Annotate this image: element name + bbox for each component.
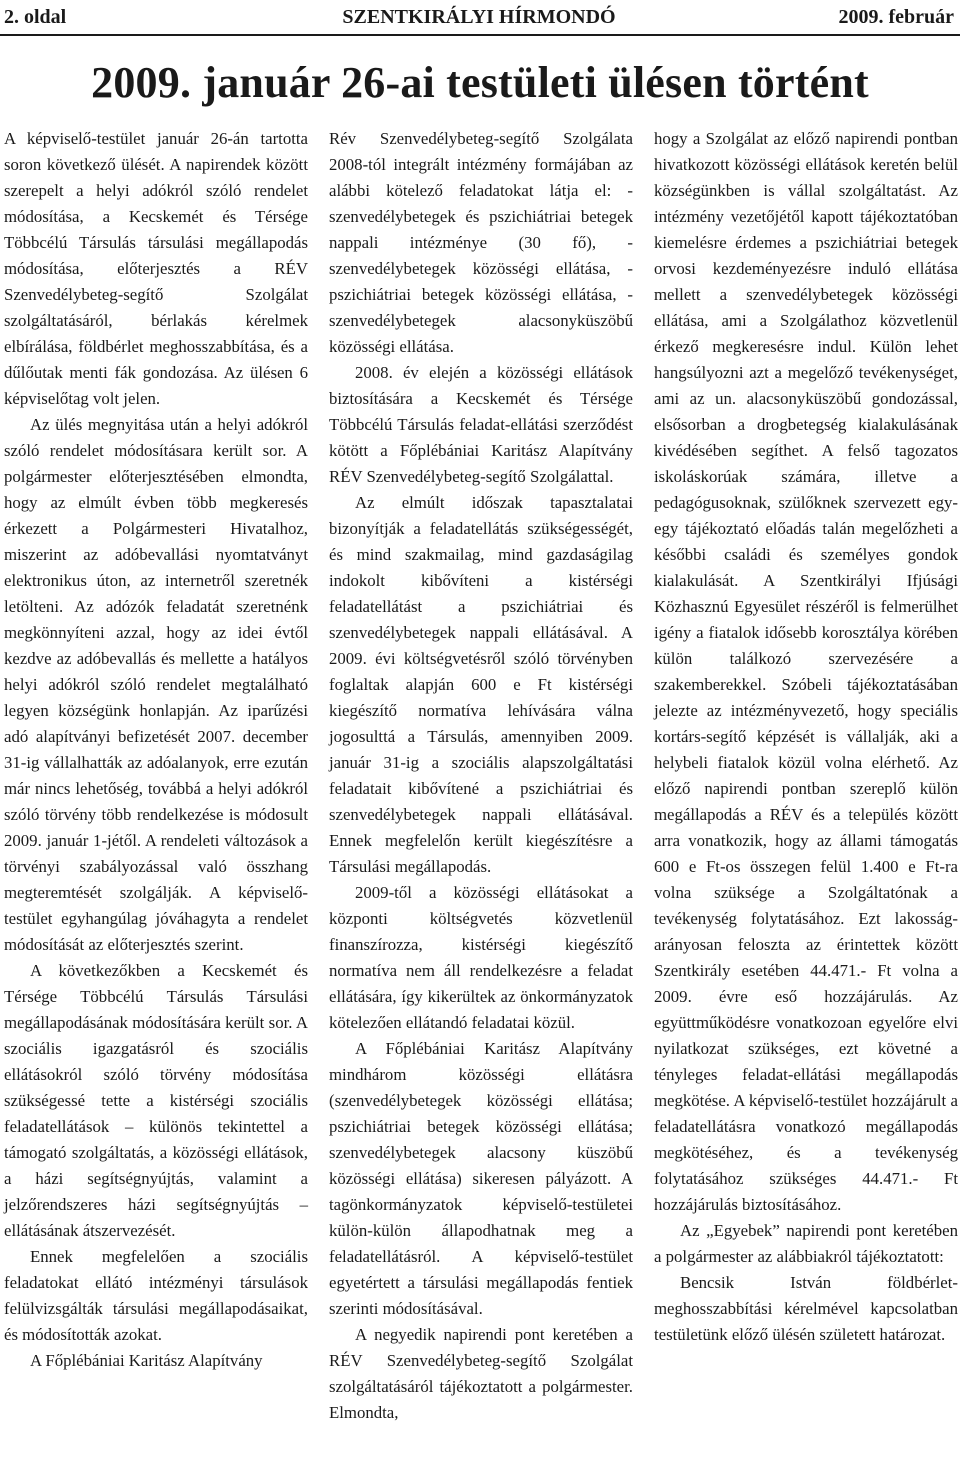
column-1 [4,126,308,1374]
paragraph: 2009-től a közösségi ellátásokat a központi költségvetés közvetlenül finanszírozza, kistérségi kiegészítő normatíva nem áll rendelkezésre a feladat ellátására, így kikerültek az önkormányzatok kötelezően ellátandó feladatai közül. [329,883,633,1032]
article-title: 2009. január 26-ai testületi ülésen történt [91,58,869,107]
paragraph: hogy a Szolgálat az előző napirendi pontban hivatkozott közösségi ellátások keretén belül községünkben is vállal szolgáltatást. Az intézmény vezetőjétől kapott tájékoztatóban kiemelésre érdemes a pszichiátriai betegek orvosi kezdeményezésre induló ellátása mellett a szenvedélybetegek közösségi ellátása, ami a Szolgálathoz közvetlenül érkező megkeresésre indul. Külön lehet hangsúlyozni azt a megelőző tevékenységet, ami az un. alacsonyküszöbű gondozással, elsősorban a drogbetegség kialakulásának kivédésében segíthet. A felső tagozatos iskoláskorúak számára, illetve a pedagógusoknak, szülőknek szervezett egy-egy tájékoztató előadás talán megelőzheti a későbbi családi és személyes gondok kialakulását. A Szentkirályi Ifjúsági Közhasznú Egyesület részéről is felmerülhet igény a fiatalok idősebb korosztálya körében külön találkozó szervezésére a szakemberekkel. Szóbeli tájékoztatásában jelezte az intézményvezető, hogy speciális kortárs-segítő képzését is vállalják, aki a helybeli fiatalok közül volna elérhető. Az előző napirendi pontban szereplő külön megállapodás a RÉV és a település között arra vonatkozik, hogy az állami támogatás 600 e Ft-os összegen felül 1.400 e Ft-ra volna szüksége a Szolgáltatónak a tevékenység folytatásához. Ezt lakosság-arányosan feloszta az érintettek között Szentkirály esetében 44.471.- Ft volna a 2009. évre eső hozzájárulás. Az együttműködésre vonatkozoan egyelőre elvi nyilatkozat szükséges, ezt követné a tényleges feladat-ellátási megállapodás megkötése. A képviselő-testület hozzájárult a feladatellátásra vonatkozó megállapodás megkötéséhez, és a tevékenység folytatásához szükséges 44.471.- Ft hozzájárulás biztosításához. [654,129,958,1214]
column-2 [329,126,633,1426]
issue-date: 2009. február [838,5,954,28]
paragraph: A Főplébániai Karitász Alapítvány [30,1351,263,1370]
paragraph: A negyedik napirendi pont keretében a RÉV Szenvedélybeteg-segítő Szolgálat szolgáltatásáról tájékoztatott a polgármester. Elmondta, [329,1325,633,1422]
paragraph: Az „Egyebek” napirendi pont keretében a polgármester az alábbiakról tájékoztatott: [654,1221,958,1266]
paragraph: A Főplébániai Karitász Alapítvány mindhárom közösségi ellátásra (szenvedélybetegek közösségi ellátása; pszichiátriai betegek közösségi ellátása; szenvedélybetegek alacsony küszöbű közösségi ellátása) sikeresen pályázott. A tagönkormányzatok képviselő-testületei külön-külön állapodhatnak meg a feladatellátásról. A képviselő-testület egyetértett a társulási megállapodás fentiek szerinti módosításával. [329,1039,633,1318]
publication-name: SZENTKIRÁLYI HÍRMONDÓ [342,5,616,28]
header-divider [0,34,960,36]
paragraph: Az ülés megnyitása után a helyi adókról szóló rendelet módosításara került sor. A polgármester előterjesztésében elmondta, hogy az elmúlt évben több megkeresés érkezett a Polgármesteri Hivatalhoz, miszerint az adóbevallási nyomtatványt elektronikus úton, az internetről szeretnék letölteni. Az adózók feladatát szeretnénk megkönnyíteni azzal, hogy az idei évtől kezdve az adóbevallás és mellette a hatályos helyi adókról szóló rendelet megtalálható legyen községünk honlapján. Az iparűzési adó alapítványi befizetését 2007. december 31-ig vállalhatták az adóalanyok, erre ezután már nincs lehetőség, továbbá a helyi adókról szóló törvény több rendelkezése is módosult 2009. január 1-jétől. A rendeleti változások a törvényi szabályozással való összhang megteremtését szolgálják. A képviselő-testület egyhangúlag jóváhagyta a rendelet módosítását az előterjesztés szerint. [4,415,308,954]
page-number: 2. oldal [4,5,67,28]
article-body [4,126,956,1458]
paragraph: A képviselő-testület január 26-án tartotta soron következő ülését. A napirendek között szerepelt a helyi adókról szóló rendelet módosítása, a Kecskemét és Térsége Többcélú Társulás társulási megállapodás módosítása, előterjesztés a RÉV Szenvedélybeteg-segítő Szolgálat szolgáltatásáról, bérlakás kérelmek elbírálása, földbérlet meghosszabbítása, és a dűlőutak menti fák gondozása. Az ülésen 6 képviselőtag volt jelen. [4,129,308,408]
paragraph: A következőkben a Kecskemét és Térsége Többcélú Társulás Társulási megállapodásának módosítására került sor. A szociális igazgatásról és szociális ellátásokról szóló törvény módosítása szükségessé tette a kistérségi szociális feladatellátások – különös tekintettel a támogató szolgáltatás, a közösségi ellátások, a házi segítségnyújtás, valamint a jelzőrendszeres házi segítségnyújtás – ellátásának átszervezését. [4,961,308,1240]
paragraph: 2008. év elején a közösségi ellátások biztosítására a Kecskemét és Térsége Többcélú Társulás feladat-ellátási szerződést kötött a Főplébániai Karitász Alapítvány RÉV Szenvedélybeteg-segítő Szolgálattal. [329,363,633,486]
column-3 [654,126,958,1348]
page-header [4,2,954,32]
paragraph: Az elmúlt időszak tapasztalatai bizonyítják a feladatellátás szükségességét, és mind szakmailag, mind gazdaságilag indokolt kibővíteni a kistérségi feladatellátást a pszichiátriai és szenvedélybetegek nappali ellátásával. A 2009. évi költségvetésről szóló törvényben foglaltak alapján 600 e Ft kistérségi kiegészítő normatíva lehívására válna jogosulttá a Társulás, amennyiben 2009. január 31-ig a szociális alapszolgáltatási feladatait kibővítené a pszichiátriai és szenvedélybetegek nappali ellátásával. Ennek megfelelőn került kiegészítésre a Társulási megállapodás. [329,493,633,876]
paragraph: Bencsik István földbérlet-meghosszabbítási kérelmével kapcsolatban testületünk előző ülésén született határozat. [654,1273,958,1344]
paragraph: Rév Szenvedélybeteg-segítő Szolgálata 2008-tól integrált intézmény formájában az alábbi kötelező feladatokat látja el: - szenvedélybetegek és pszichiátriai betegek nappali intézménye (30 fő), - szenvedélybetegek közösségi ellátása, - pszichiátriai betegek közösségi ellátása, - szenvedélybetegek alacsonyküszöbű közösségi ellátása. [329,129,633,356]
paragraph: Ennek megfelelően a szociális feladatokat ellátó intézményi társulások felülvizsgálták társulási megállapodásaikat, és módosították azokat. [4,1247,308,1344]
